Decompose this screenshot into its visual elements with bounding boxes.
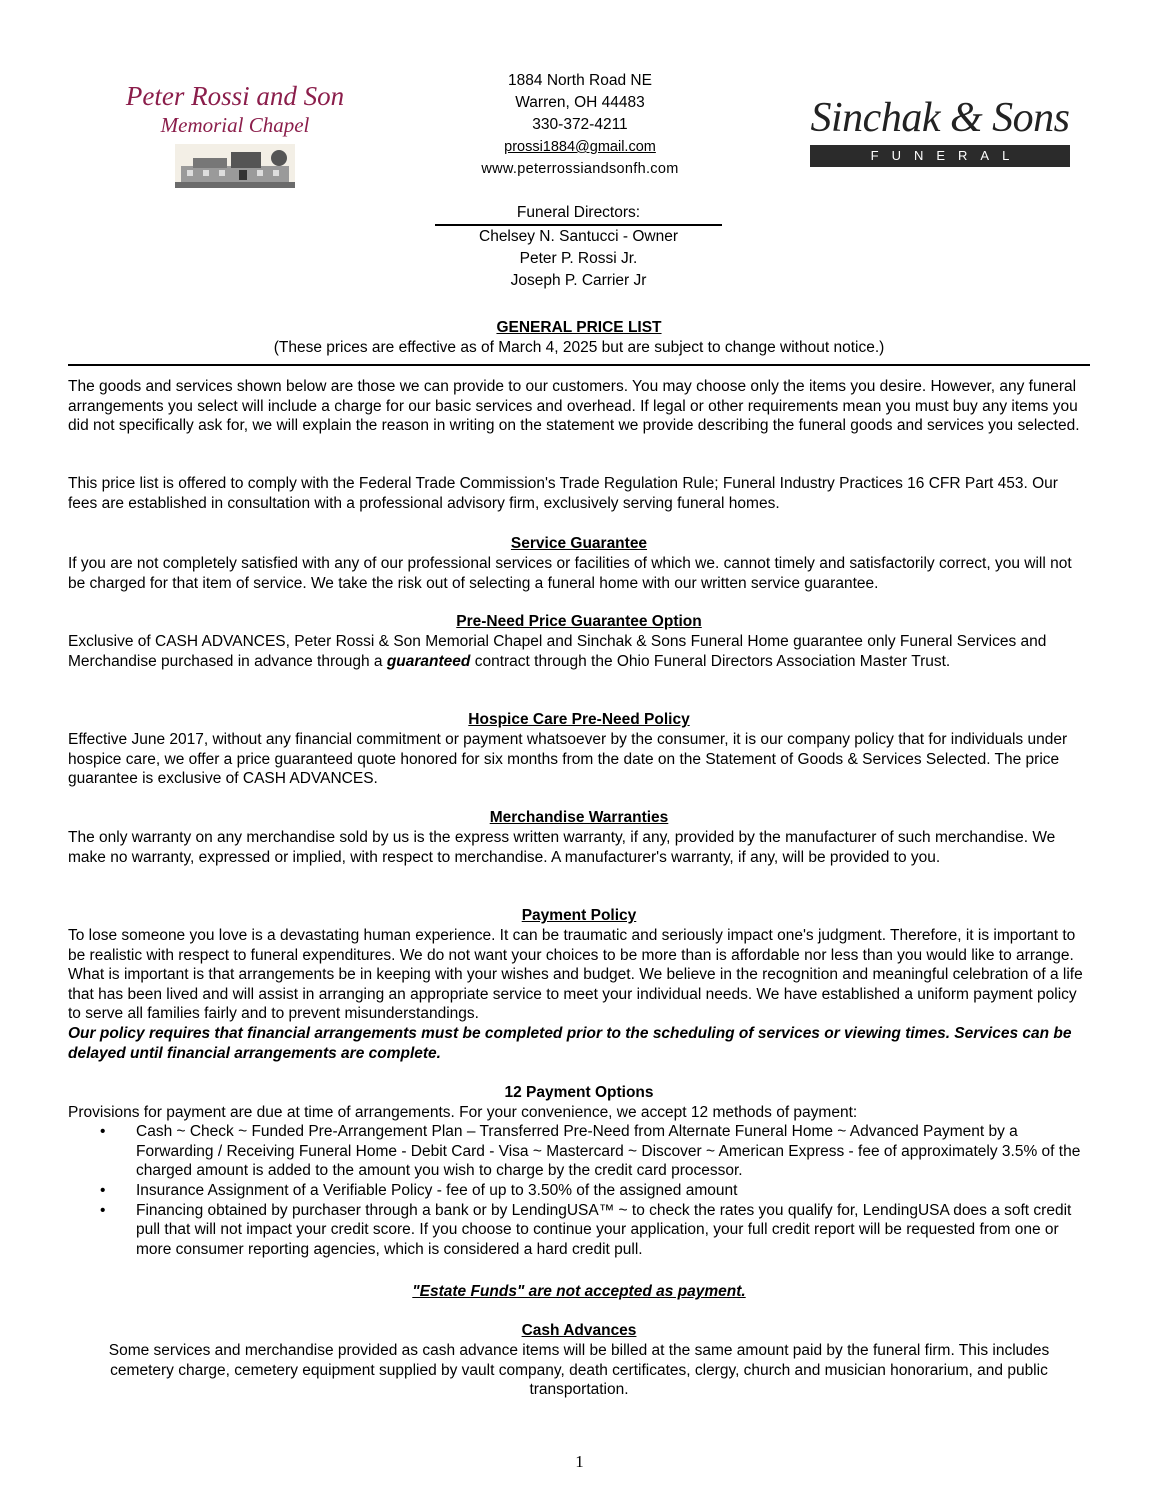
funeral-directors (435, 202, 722, 292)
address-line: 1884 North Road NE (508, 72, 652, 89)
section-title: Payment Policy (521, 907, 637, 924)
director-name: Joseph P. Carrier Jr (510, 272, 647, 289)
intro-section (68, 377, 1090, 436)
intro-paragraph: The goods and services shown below are those we can provide to our customers. You may choose only the items you desire. However, any funeral arrangements you select will include a charge for our basic services and overhead. If legal or other requirements mean you must buy any items you did not specifically ask for, we will explain the reason in writing on the statement we provide describing the funeral goods and services you selected. (68, 378, 1080, 435)
cash-advances-section (90, 1321, 1068, 1400)
list-item: • Insurance Assignment of a Verifiable Policy - fee of up to 3.50% of the assigned amount (100, 1181, 738, 1199)
payment-options-section (68, 1083, 1090, 1259)
payment-list (68, 1122, 1090, 1259)
list-item: • Financing obtained by purchaser through a bank or by LendingUSA™ ~ to check the rates you qualify for, LendingUSA does a soft credit pull that will not impact your credit score. If you choose to continue your application, your full credit report will be requested from one or more consumer reporting agencies, which is considered a hard credit pull. (100, 1201, 1072, 1258)
rossi-logo (90, 80, 380, 195)
sinchak-logo-name: Sinchak & Sons (810, 95, 1070, 141)
rossi-logo-subtitle: Memorial Chapel (160, 113, 310, 137)
preneed-section (68, 612, 1090, 671)
section-title: Merchandise Warranties (489, 809, 669, 826)
rossi-logo-name: Peter Rossi and Son (125, 81, 345, 111)
city-line: Warren, OH 44483 (515, 94, 645, 111)
hospice-section (68, 710, 1090, 789)
section-title: Pre-Need Price Guarantee Option (456, 613, 702, 630)
chapel-building-icon (175, 144, 295, 188)
service-guarantee-section (68, 534, 1090, 593)
section-text: To lose someone you love is a devastating human experience. It can be traumatic and seriously impact one's judgment. Therefore, it is important to be realistic with respect to funeral expenditures. We do not want your choices to be more than is affordable nor less than you would like to arrange. What is important is that arrangements be in keeping with your wishes and budget. We believe in the recognition and meaningful celebration of a life that has been lived and will assist in arranging an appropriate service to meet your individual needs. We have established a uniform payment policy to serve all families fairly and to prevent misunderstandings. (68, 927, 1083, 1023)
website-line: www.peterrossiandsonfh.com (481, 161, 679, 177)
ftc-paragraph: This price list is offered to comply with the Federal Trade Commission's Trade Regulation Rule; Funeral Industry Practices 16 CFR Part 453. Our fees are established in consultation with a professional advisory firm, exclusively serving funeral homes. (68, 475, 1058, 512)
price-list-title: GENERAL PRICE LIST (496, 319, 662, 336)
sinchak-logo-bar: FUNERAL HOME (810, 145, 1070, 167)
estate-funds-section (68, 1282, 1090, 1302)
payment-policy-section (68, 906, 1090, 1063)
director-name: Chelsey N. Santucci - Owner (479, 228, 678, 245)
section-title: Hospice Care Pre-Need Policy (468, 711, 690, 728)
payment-intro: Provisions for payment are due at time of arrangements. For your convenience, we accept 12 methods of payment: (68, 1103, 858, 1121)
bullet-icon: • (100, 1123, 106, 1141)
section-title: Cash Advances (521, 1322, 637, 1339)
price-list-subtitle: (These prices are effective as of March 4, 2025 but are subject to change without notice.) (273, 339, 885, 356)
section-text: Effective June 2017, without any financial commitment or payment whatsoever by the consumer, it is our company policy that for individuals under hospice care, we offer a price guaranteed quote honored for six months from the date on the Statement of Goods & Services Selected. The price guarantee is exclusive of CASH ADVANCES. (68, 731, 1068, 788)
ftc-section (68, 474, 1090, 513)
section-text: Exclusive of CASH ADVANCES, Peter Rossi & Son Memorial Chapel and Sinchak & Sons Funeral Home guarantee only Funeral Services and Merchandise purchased in advance through a guaranteed contract through the Ohio Funeral Directors Association Master Trust. (68, 633, 1047, 670)
email-link[interactable]: prossi1884@gmail.com (504, 139, 656, 155)
estate-funds-note: "Estate Funds" are not accepted as payment. (412, 1283, 746, 1300)
page-number: 1 (575, 1452, 584, 1471)
section-title: Service Guarantee (510, 535, 648, 552)
policy-bold-note: Our policy requires that financial arrangements must be completed prior to the scheduling of services or viewing times. Services can be delayed until financial arrangements are complete. (68, 1024, 1072, 1062)
phone-line: 330-372-4211 (532, 116, 628, 133)
bullet-icon: • (100, 1181, 106, 1199)
price-list-header (68, 318, 1090, 358)
bullet-icon: • (100, 1201, 106, 1219)
section-text: The only warranty on any merchandise sold by us is the express written warranty, if any, provided by the manufacturer of such merchandise. We make no warranty, expressed or implied, with respect to merchandise. A manufacturer's warranty, if any, will be provided to you. (68, 829, 1056, 866)
header-divider (68, 364, 1090, 366)
section-text: Some services and merchandise provided as cash advance items will be billed at the same amount paid by the funeral firm. This includes cemetery charge, cemetery equipment supplied by vault company, death certificates, clergy, church and musician honorarium, and public transportation. (108, 1342, 1050, 1399)
section-title: 12 Payment Options (504, 1084, 654, 1101)
guaranteed-emphasis: guaranteed (386, 652, 471, 670)
sinchak-logo (800, 95, 1080, 185)
director-name: Peter P. Rossi Jr. (519, 250, 638, 267)
section-text: If you are not completely satisfied with any of our professional services or facilities of which we. cannot timely and satisfactorily correct, you will not be charged for that item of service. We take the risk out of selecting a funeral home with our written service guarantee. (68, 555, 1072, 592)
directors-heading: Funeral Directors: (435, 202, 722, 226)
list-item: • Cash ~ Check ~ Funded Pre-Arrangement Plan – Transferred Pre-Need from Alternate Funeral Home ~ Advanced Payment by a Forwarding / Receiving Funeral Home - Debit Card - Visa ~ Mastercard ~ Discover ~ American Express - fee of approximately 3.5% of the charged amount is added to the amount you wish to charge by the credit card processor. (100, 1123, 1081, 1180)
contact-block (430, 70, 730, 180)
warranties-section (68, 808, 1090, 867)
